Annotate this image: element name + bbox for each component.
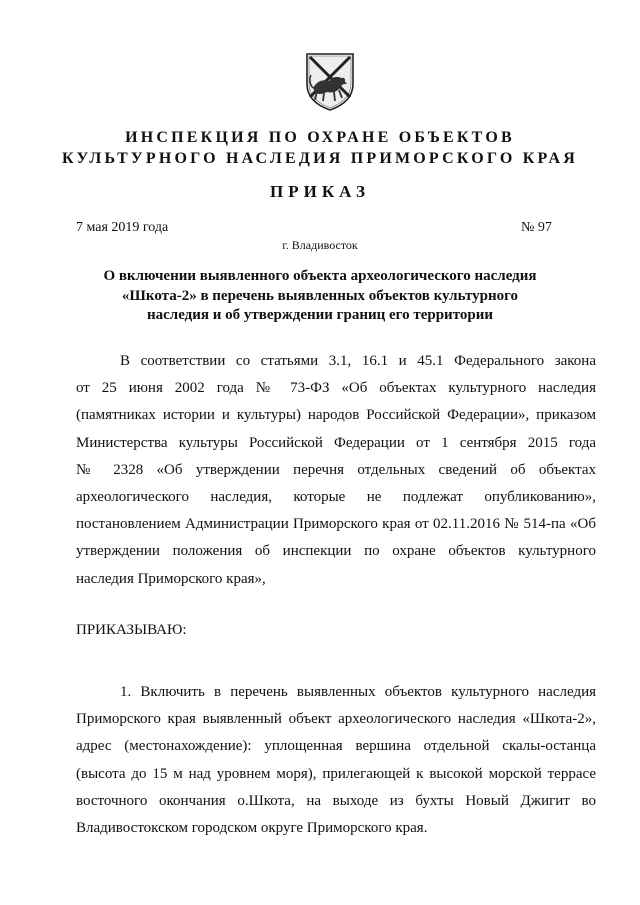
item-1-line: адрес (местонахождение): уплощенная вершина отдельной скалы-останца	[76, 738, 596, 755]
subject-line: наследия и об утверждении границ его территории	[146, 307, 493, 323]
preamble-line: постановлением Администрации Приморского края от 02.11.2016 № 514-па «Об	[76, 516, 596, 533]
item-1-line: (высота до 15 м над уровнем моря), прилегающей к высокой морской террасе	[76, 765, 596, 782]
subject-line: «Шкота-2» в перечень выявленных объектов культурного	[121, 287, 519, 304]
organization-name-line-2: КУЛЬТУРНОГО НАСЛЕДИЯ ПРИМОРСКОГО КРАЯ	[62, 150, 578, 167]
preamble-line: Министерства культуры Российской Федерации от 1 сентября 2015 года	[76, 434, 596, 451]
preamble-line: № 2328 «Об утверждении перечня отдельных сведений об объектах	[76, 461, 596, 478]
preamble-line: (памятниках истории и культуры) народов Российской Федерации», приказом	[76, 407, 596, 424]
order-subject	[96, 267, 544, 326]
order-number: № 97	[521, 220, 552, 235]
subject-line: О включении выявленного объекта археологического наследия	[103, 268, 537, 284]
document-type: ПРИКАЗ	[270, 182, 370, 201]
order-date: 7 мая 2019 года	[76, 220, 169, 235]
preamble-paragraph	[76, 348, 596, 593]
item-1-line: 1. Включить в перечень выявленных объектов культурного наследия	[120, 684, 596, 700]
preamble-line: от 25 июня 2002 года № 73-ФЗ «Об объектах культурного наследия	[76, 380, 596, 397]
item-1-line: восточного окончания о.Шкота, на выходе из бухты Новый Джигит во	[76, 792, 596, 809]
preamble-line: В соответствии со статьями 3.1, 16.1 и 45.1 Федерального закона	[120, 353, 596, 369]
item-1-line: Владивостокском городском округе Приморского края.	[76, 820, 428, 837]
item-1-paragraph	[76, 679, 596, 842]
coat-of-arms-icon	[299, 50, 361, 112]
organization-name-line-1: ИНСПЕКЦИЯ ПО ОХРАНЕ ОБЪЕКТОВ	[125, 129, 515, 146]
preamble-line: наследия Приморского края»,	[76, 570, 266, 587]
order-directive: ПРИКАЗЫВАЮ:	[76, 622, 187, 638]
preamble-line: утверждении положения об инспекции по охране объектов культурного	[76, 543, 596, 560]
item-1-line: Приморского края выявленный объект археологического наследия «Шкота-2»,	[76, 711, 596, 728]
preamble-line: археологического наследия, которые не подлежат опубликованию»,	[76, 489, 596, 506]
order-city: г. Владивосток	[282, 238, 358, 252]
